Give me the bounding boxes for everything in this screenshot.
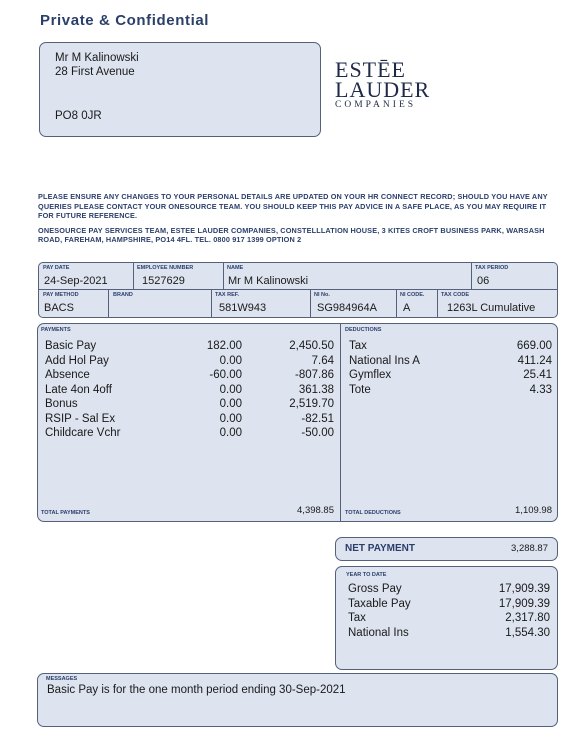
payments-deductions-box [37,323,558,522]
deduction-desc: Tote [349,383,371,396]
payment-desc: RSIP - Sal Ex [45,412,116,425]
ni-code: A [403,302,411,314]
payment-units: 0.00 [219,427,242,439]
ni-no: SG984964A [317,302,377,314]
deduction-desc: Gymflex [349,369,392,381]
company-logo [335,57,445,120]
ytd-amount: 2,317.80 [505,612,550,624]
employee-info-box [38,262,558,318]
payment-desc: Late 4on 4off [45,383,112,396]
total-payments-label: TOTAL PAYMENTS [41,510,90,516]
ytd-desc: Gross Pay [348,583,402,595]
logo-line-1: ESTĒE [335,57,406,82]
pay-date: 24-Sep-2021 [44,275,108,287]
employee-number: 1527629 [142,275,185,287]
notice-paragraph-2: ONESOURCE PAY SERVICES TEAM, ESTEE LAUDER COMPANIES, CONSTELLLATION HOUSE, 3 KITES CROFT BUSINESS PARK, WARSASH ROAD, FAREHAM, HAMPSHIRE, PO14 4FL. TEL. 0800 917 1399 OPTION 2 [38,225,545,245]
net-payment-box [335,537,558,561]
deductions-label: DEDUCTIONS [345,327,382,333]
net-payment-amount: 3,288.87 [511,543,548,554]
net-payment-label: NET PAYMENT [345,543,416,554]
ytd-amount: 17,909.39 [498,583,550,595]
address-box [39,42,321,137]
total-deductions-label: TOTAL DEDUCTIONS [345,510,401,516]
pay-date-label: PAY DATE [43,265,70,271]
page-title: Private & Confidential [40,12,210,29]
ytd-amount: 1,554.30 [505,626,550,639]
payments-label: PAYMENTS [41,327,71,333]
logo-line-2: LAUDER [335,77,431,102]
logo-line-3: COMPANIES [335,100,417,110]
messages-label: MESSAGES [46,676,78,682]
address-postcode: PO8 0JR [55,110,102,122]
ni-no-label: NI No. [314,292,330,298]
payment-amount: 361.38 [298,383,334,396]
messages-text: Basic Pay is for the one month period ending 30-Sep-2021 [47,684,346,696]
address-street: 28 First Avenue [55,66,135,78]
payment-desc: Bonus [45,398,78,410]
ytd-amount: 17,909.39 [498,597,550,610]
payment-units: 0.00 [219,354,242,367]
total-deductions: 1,109.98 [515,505,552,516]
employee-name: Mr M Kalinowski [228,275,309,287]
ni-code-label: NI CODE. [400,292,425,298]
payment-desc: Childcare Vchr [45,427,121,439]
payment-units: 182.00 [206,340,242,352]
messages-box [37,673,558,727]
deduction-amount: 669.00 [516,340,552,352]
ytd-desc: Tax [348,612,366,624]
payment-amount: 2,519.70 [289,398,334,410]
payment-amount: -50.00 [301,427,334,439]
payment-amount: -807.86 [294,369,334,381]
payment-units: 0.00 [219,412,242,425]
tax-code-label: TAX CODE [441,292,470,298]
payment-units: -60.00 [209,369,242,381]
tax-period: 06 [477,275,490,287]
notice-paragraph-1: PLEASE ENSURE ANY CHANGES TO YOUR PERSONAL DETAILS ARE UPDATED ON YOUR HR CONNECT RECORD; SHOULD YOU HAVE ANY QUERIES PLEASE CONTACT YOUR ONESOURCE TEAM. YOU SHOULD KEEP THIS PAY ADVICE IN A SAFE PLACE, AS YOU MAY REQUIRE IT FOR FUTURE REFERENCE. [38,192,548,221]
payment-amount: 2,450.50 [289,340,334,352]
payment-units: 0.00 [219,383,242,396]
payment-desc: Absence [45,369,90,381]
address-name: Mr M Kalinowski [55,52,139,64]
ytd-label: YEAR TO DATE [346,572,387,578]
total-payments: 4,398.85 [297,505,334,516]
tax-code: 1263L Cumulative [447,302,536,314]
ytd-desc: Taxable Pay [348,597,411,610]
deduction-desc: Tax [349,340,367,352]
brand-label: BRAND [113,292,133,298]
deduction-amount: 4.33 [529,383,552,396]
notice-text [38,192,558,245]
ytd-desc: National Ins [348,626,409,639]
payment-units: 0.00 [219,398,242,410]
year-to-date-box [335,566,558,670]
payment-desc: Basic Pay [45,340,97,352]
pay-method-label: PAY METHOD [43,292,79,298]
employee-number-label: EMPLOYEE NUMBER [137,265,194,271]
tax-ref-label: TAX REF. [215,292,240,298]
name-label: NAME [227,265,244,271]
tax-ref: 581W943 [219,302,267,314]
deduction-desc: National Ins A [349,354,420,367]
deduction-amount: 25.41 [523,369,552,381]
tax-period-label: TAX PERIOD [475,265,509,271]
payment-amount: 7.64 [311,354,334,367]
deduction-amount: 411.24 [517,354,552,367]
payment-desc: Add Hol Pay [45,354,109,367]
pay-method: BACS [44,302,74,314]
payment-amount: -82.51 [301,412,334,425]
